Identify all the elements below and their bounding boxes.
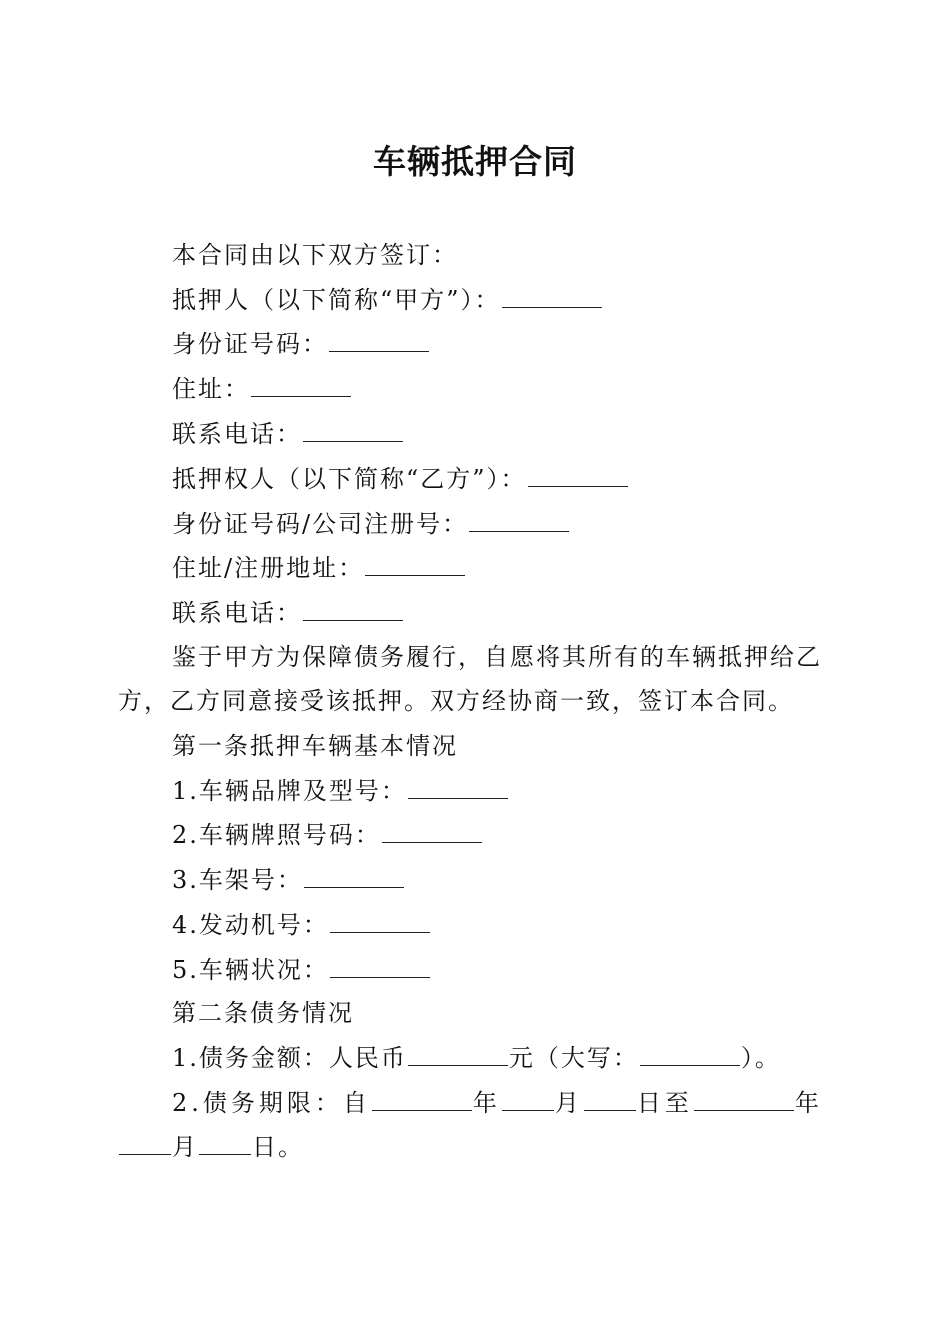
vehicle-vin-blank[interactable] <box>304 865 404 888</box>
party-b-name-blank[interactable] <box>528 464 628 487</box>
term-start-day-blank[interactable] <box>584 1088 636 1111</box>
party-a-address-label: 住址： <box>172 375 250 403</box>
party-a-address-blank[interactable] <box>251 374 351 397</box>
term-start-month-blank[interactable] <box>502 1088 554 1111</box>
party-b-name-label: 抵押权人（以下简称“乙方”）： <box>172 465 527 493</box>
party-b-address-line <box>172 553 466 583</box>
vehicle-condition-blank[interactable] <box>330 955 430 978</box>
debt-amount-line: 1.债务金额：人民币 元（大写： ）。 <box>172 1044 781 1072</box>
party-a-phone-blank[interactable] <box>303 419 403 442</box>
preamble-line-1: 鉴于甲方为保障债务履行，自愿将其所有的车辆抵押给乙 <box>172 643 822 671</box>
vehicle-brand-blank[interactable] <box>408 776 508 799</box>
term-start-year-blank[interactable] <box>372 1088 472 1111</box>
party-a-phone-label: 联系电话： <box>172 420 302 448</box>
party-a-name-blank[interactable] <box>502 285 602 308</box>
party-b-address-label: 住址/注册地址： <box>172 554 365 582</box>
party-b-name-line <box>172 464 629 494</box>
vehicle-engine-blank[interactable] <box>330 910 430 933</box>
vehicle-engine-line: 4.发动机号： <box>172 910 431 940</box>
party-a-id-blank[interactable] <box>329 329 429 352</box>
party-b-phone-line <box>172 598 404 628</box>
term-end-month-blank[interactable] <box>119 1132 171 1155</box>
party-a-name-label: 抵押人（以下简称“甲方”）： <box>172 286 501 314</box>
article-1-heading: 第一条抵押车辆基本情况 <box>172 732 458 760</box>
debt-term-line-2: 月 日。 <box>118 1132 304 1162</box>
party-b-id-label: 身份证号码/公司注册号： <box>172 510 469 538</box>
document-title: 车辆抵押合同 <box>373 142 577 181</box>
vehicle-plate-line: 2.车辆牌照号码： <box>172 820 483 850</box>
vehicle-condition-line: 5.车辆状况： <box>172 955 431 985</box>
party-a-address-line <box>172 374 352 404</box>
party-b-id-blank[interactable] <box>469 509 569 532</box>
term-end-year-blank[interactable] <box>694 1088 794 1111</box>
party-a-id-line <box>172 329 430 359</box>
party-a-name-line <box>172 285 603 315</box>
preamble-line-2: 方，乙方同意接受该抵押。双方经协商一致，签订本合同。 <box>118 687 794 715</box>
vehicle-brand-line: 1.车辆品牌及型号： <box>172 776 509 806</box>
party-b-address-blank[interactable] <box>365 553 465 576</box>
intro-text: 本合同由以下双方签订： <box>172 241 458 269</box>
vehicle-vin-line: 3.车架号： <box>172 865 405 895</box>
debt-amount-words-blank[interactable] <box>640 1043 740 1066</box>
vehicle-plate-blank[interactable] <box>382 820 482 843</box>
party-b-phone-blank[interactable] <box>303 598 403 621</box>
debt-amount-blank[interactable] <box>408 1043 508 1066</box>
party-a-phone-line <box>172 419 404 449</box>
term-end-day-blank[interactable] <box>199 1132 251 1155</box>
party-b-phone-label: 联系电话： <box>172 599 302 627</box>
article-2-heading: 第二条债务情况 <box>172 999 354 1027</box>
debt-term-line: 2.债务期限：自 年 月 日至 年 <box>172 1089 823 1117</box>
party-b-id-line <box>172 509 570 539</box>
party-a-id-label: 身份证号码： <box>172 330 328 358</box>
